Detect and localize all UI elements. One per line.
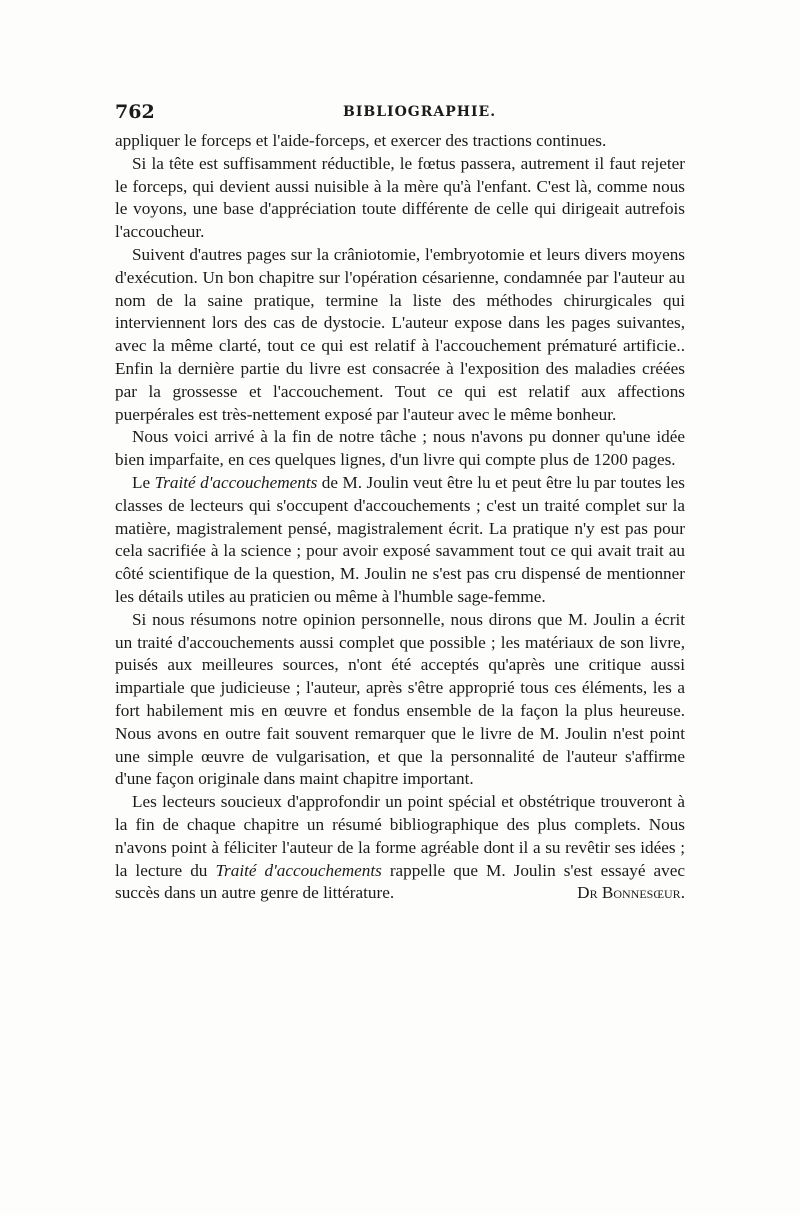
running-title: BIBLIOGRAPHIE.	[343, 104, 497, 120]
book-title: Traité d'accouchements	[215, 860, 382, 880]
paragraph	[115, 472, 685, 609]
text-run: Le	[132, 472, 155, 492]
paragraph: Si la tête est suffisamment réductible, le fœtus passera, autrement il faut rejeter le forceps, qui devient aussi nuisible à la mère qu'à l'enfant. C'est là, comme nous le voyons, une base d'appréciation toute différente de celle qui dirigeait autrefois l'accoucheur.	[115, 153, 685, 242]
page-number: 762	[115, 101, 155, 123]
paragraph: Nous voici arrivé à la fin de notre tâche ; nous n'avons pu donner qu'une idée bien imparfaite, en ces quelques lignes, d'un livre qui compte plus de 1200 pages.	[115, 427, 685, 470]
text-run: Les lecteurs soucieux d'approfondir un point spécial et obstétrique trouveront à la fin de chaque chapitre un résumé bibliographique des plus complets. Nous n'avons point à féliciter l'auteur de la forme agréable dont il a su revêtir ses idées ; la lecture du	[115, 792, 685, 880]
paragraph: Si nous résumons notre opinion personnelle, nous dirons que M. Joulin a écrit un traité d'accouchements aussi complet que possible ; les matériaux de son livre, puisés aux meilleures sources, n'ont été acceptés qu'après une critique aussi impartiale que judicieuse ; l'auteur, après s'être approprié tous ces éléments, les a fort habilement mis en œuvre et fondus ensemble de la façon la plus heureuse. Nous avons en outre fait souvent remarquer que le livre de M. Joulin n'est point une simple œuvre de vulgarisation, et que la personnalité de l'auteur s'affirme d'une façon originale dans maint chapitre important.	[115, 609, 685, 789]
page-header	[115, 101, 685, 127]
body-text	[115, 130, 685, 905]
book-title: Traité d'accouchements	[154, 472, 318, 492]
paragraph	[115, 791, 685, 905]
text-run: de M. Joulin veut être lu et peut être lu par toutes les classes de lecteurs qui s'occupent d'accouchements ; c'est un traité complet sur la matière, magistralement pensé, magistralement écrit. La pratique n'y est pas pour cela sacrifiée à la science ; pour avoir exposé savamment tout ce qui avait trait au côté scientifique de la question, M. Joulin ne s'est pas cru dispensé de mentionner les détails utiles au praticien ou même à l'humble sage-femme.	[115, 472, 685, 606]
author-signature: Dr Bonnesœur.	[577, 883, 685, 903]
paragraph: appliquer le forceps et l'aide-forceps, et exercer des tractions continues.	[115, 131, 607, 150]
paragraph: Suivent d'autres pages sur la crâniotomie, l'embryotomie et leurs divers moyens d'exécution. Un bon chapitre sur l'opération césarienne, condamnée par l'auteur au nom de la saine pratique, termine la liste des méthodes chirurgicales qui interviennent lors des cas de dystocie. L'auteur expose dans les pages suivantes, avec la même clarté, tout ce qui est relatif à l'accouchement prématuré artificie.. Enfin la dernière partie du livre est consacrée à l'exposition des maladies créées par la grossesse et l'accouchement. Tout ce qui est relatif aux affections puerpérales est très-nettement exposé par l'auteur avec le même bonheur.	[115, 244, 685, 424]
text-run: rappelle que M. Joulin s'est essayé avec succès dans un autre genre de littérature.	[115, 860, 685, 903]
